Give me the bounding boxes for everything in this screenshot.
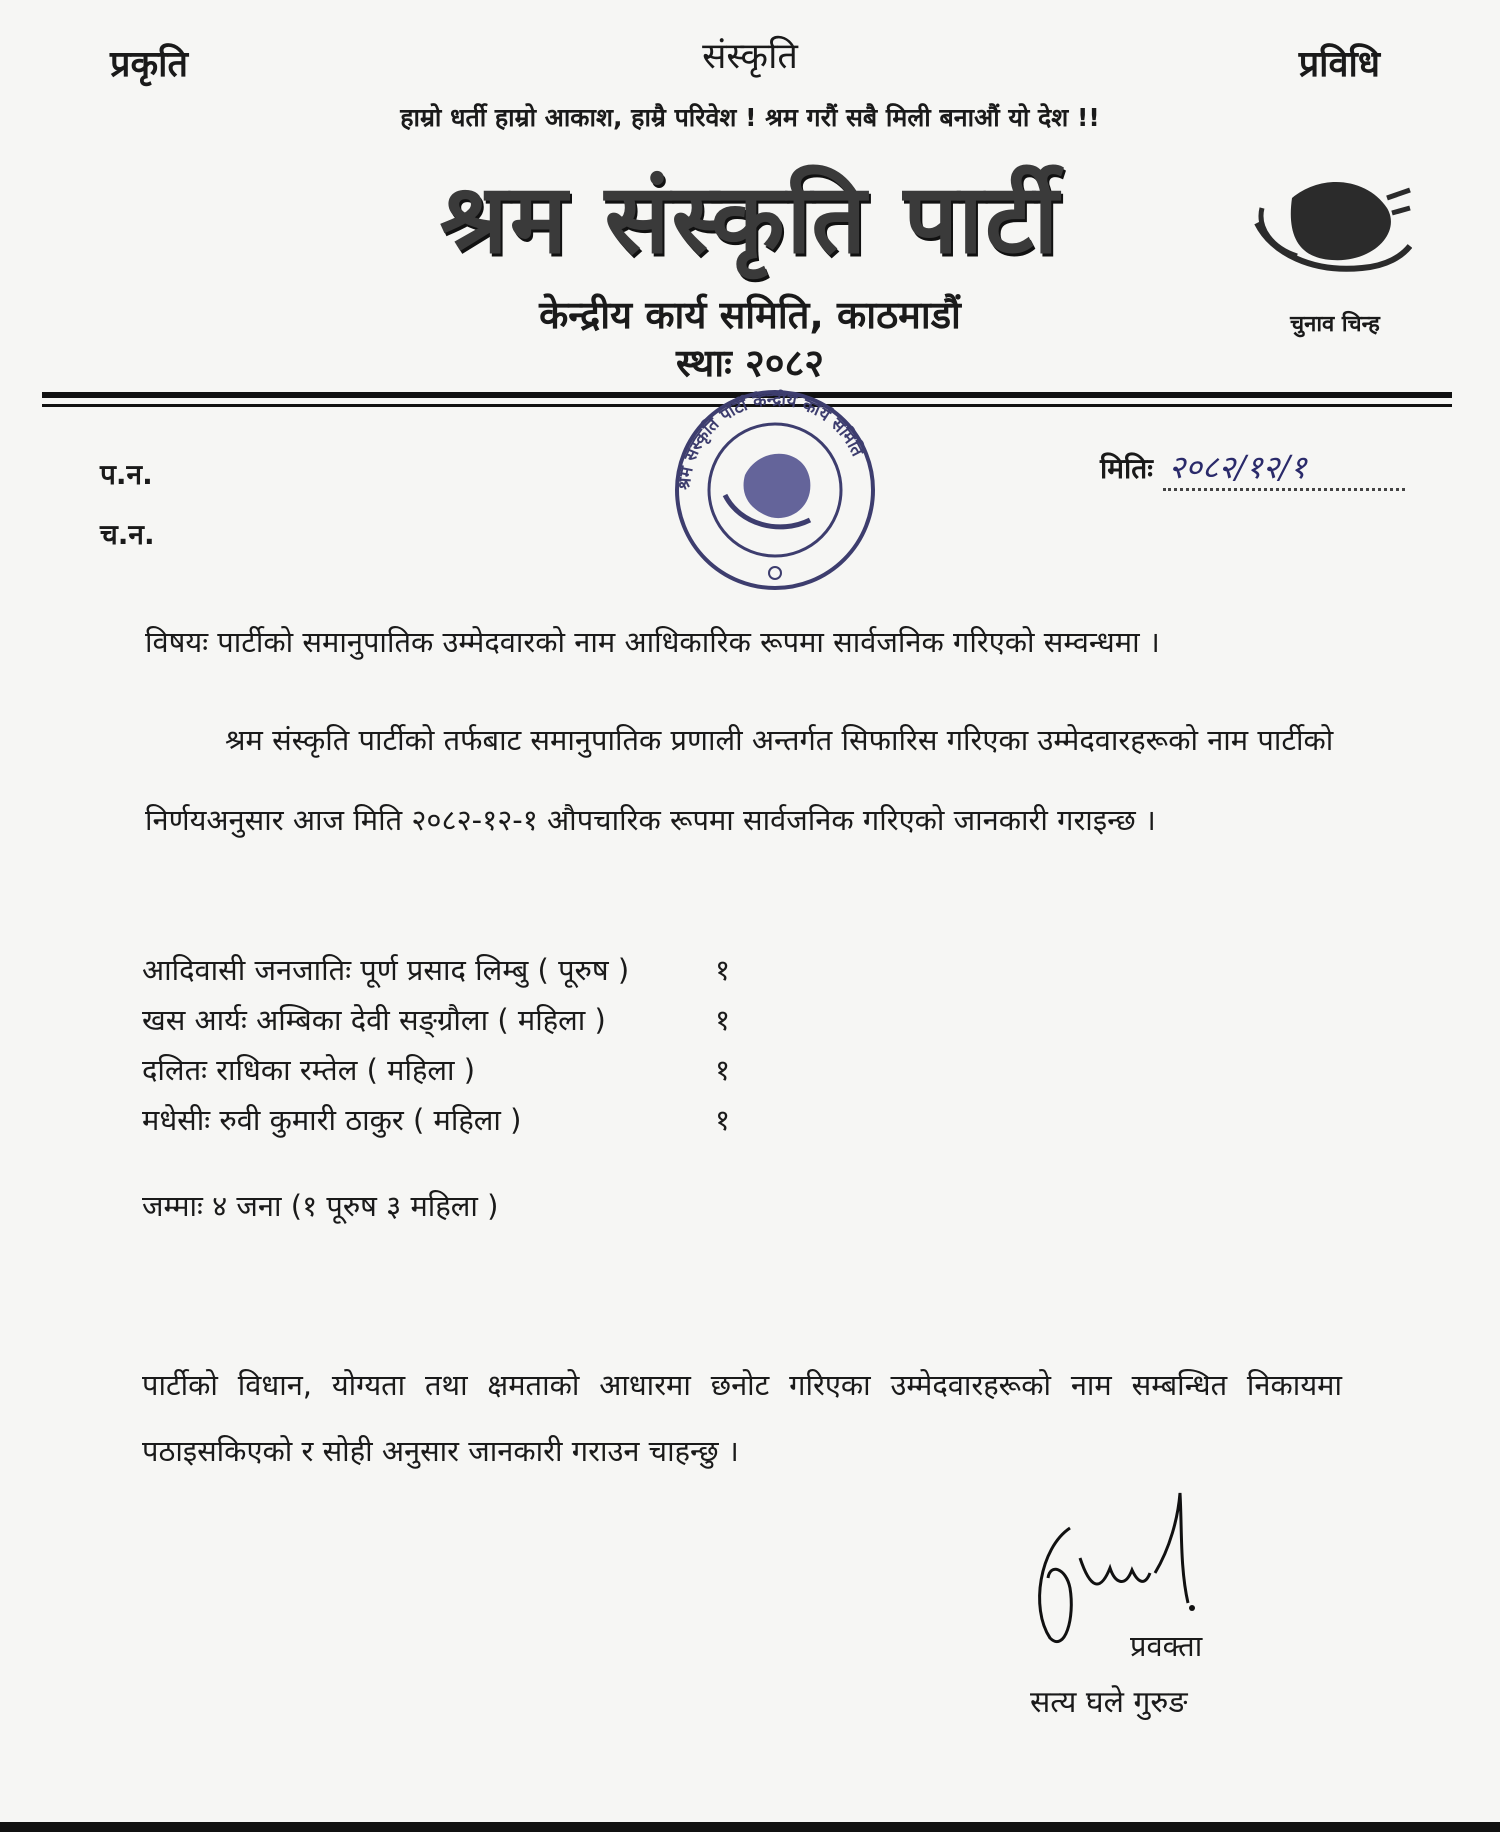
- motto-prakriti: प्रकृति: [110, 44, 188, 85]
- letter-closing: पार्टीको विधान, योग्यता तथा क्षमताको आधारमा छनोट गरिएका उम्मेदवारहरूको नाम सम्बन्धित निकायमा पठाइसकिएको र सोही अनुसार जानकारी गराउन चाहन्छु ।: [142, 1368, 1342, 1468]
- candidate-line: आदिवासी जनजातिः पूर्ण प्रसाद लिम्बु ( पूरुष ): [142, 953, 630, 987]
- cupped-hands-icon: [1252, 168, 1412, 278]
- candidate-count: १: [715, 1053, 731, 1087]
- candidate-count: १: [715, 1003, 731, 1037]
- candidate-line: मधेसीः रुवी कुमारी ठाकुर ( महिला ): [142, 1103, 522, 1137]
- date-field: [1100, 445, 1405, 491]
- motto-sanskriti: संस्कृति: [702, 36, 798, 77]
- central-committee: केन्द्रीय कार्य समिति, काठमाडौं: [539, 293, 961, 337]
- signer-designation: प्रवक्ता: [1130, 1629, 1203, 1663]
- candidate-total: जम्माः ४ जना (१ पूरुष ३ महिला ): [142, 1189, 499, 1223]
- candidate-line: दलितः राधिका रम्तेल ( महिला ): [142, 1053, 476, 1087]
- motto-prabidhi: प्रविधि: [1298, 44, 1380, 85]
- date-value: २०८२/१२/१: [1163, 445, 1405, 491]
- letter-paragraph-text: श्रम संस्कृति पार्टीको तर्फबाट समानुपातिक प्रणाली अन्तर्गत सिफारिस गरिएका उम्मेदवारहरूको नाम पार्टीको निर्णयअनुसार आज मिति २०८२-१२-१ औपचारिक रूपमा सार्वजनिक गरिएको जानकारी गराइन्छ ।: [145, 723, 1334, 837]
- reference-number-label: प.न.: [100, 458, 153, 491]
- seal-text: श्रम संस्कृति पार्टी केन्द्रीय कार्य समिति: [674, 389, 868, 491]
- party-name: श्रम संस्कृति पार्टी: [439, 163, 1061, 275]
- date-label: मितिः: [1100, 452, 1153, 485]
- candidate-count: १: [715, 1103, 731, 1137]
- dispatch-number-label: च.न.: [100, 518, 155, 551]
- letter-subject: विषयः पार्टीको समानुपातिक उम्मेदवारको नाम आधिकारिक रूपमा सार्वजनिक गरिएको सम्वन्धमा ।: [145, 625, 1160, 659]
- party-slogan: हाम्रो धर्ती हाम्रो आकाश, हाम्रै परिवेश ! श्रम गरौं सबै मिली बनाऔं यो देश !!: [400, 103, 1100, 132]
- signer-name: सत्य घले गुरुङ: [1030, 1685, 1188, 1720]
- party-seal-stamp: [660, 385, 890, 595]
- candidate-count: १: [715, 953, 731, 987]
- letter-paragraph: [145, 700, 1335, 860]
- established-year: स्थाः २०८२: [675, 341, 825, 385]
- election-symbol-label: चुनाव चिन्ह: [1290, 312, 1380, 337]
- candidate-line: खस आर्यः अम्बिका देवी सङ्ग्रौला ( महिला ): [142, 1003, 606, 1037]
- page-bottom-edge: [0, 1822, 1500, 1832]
